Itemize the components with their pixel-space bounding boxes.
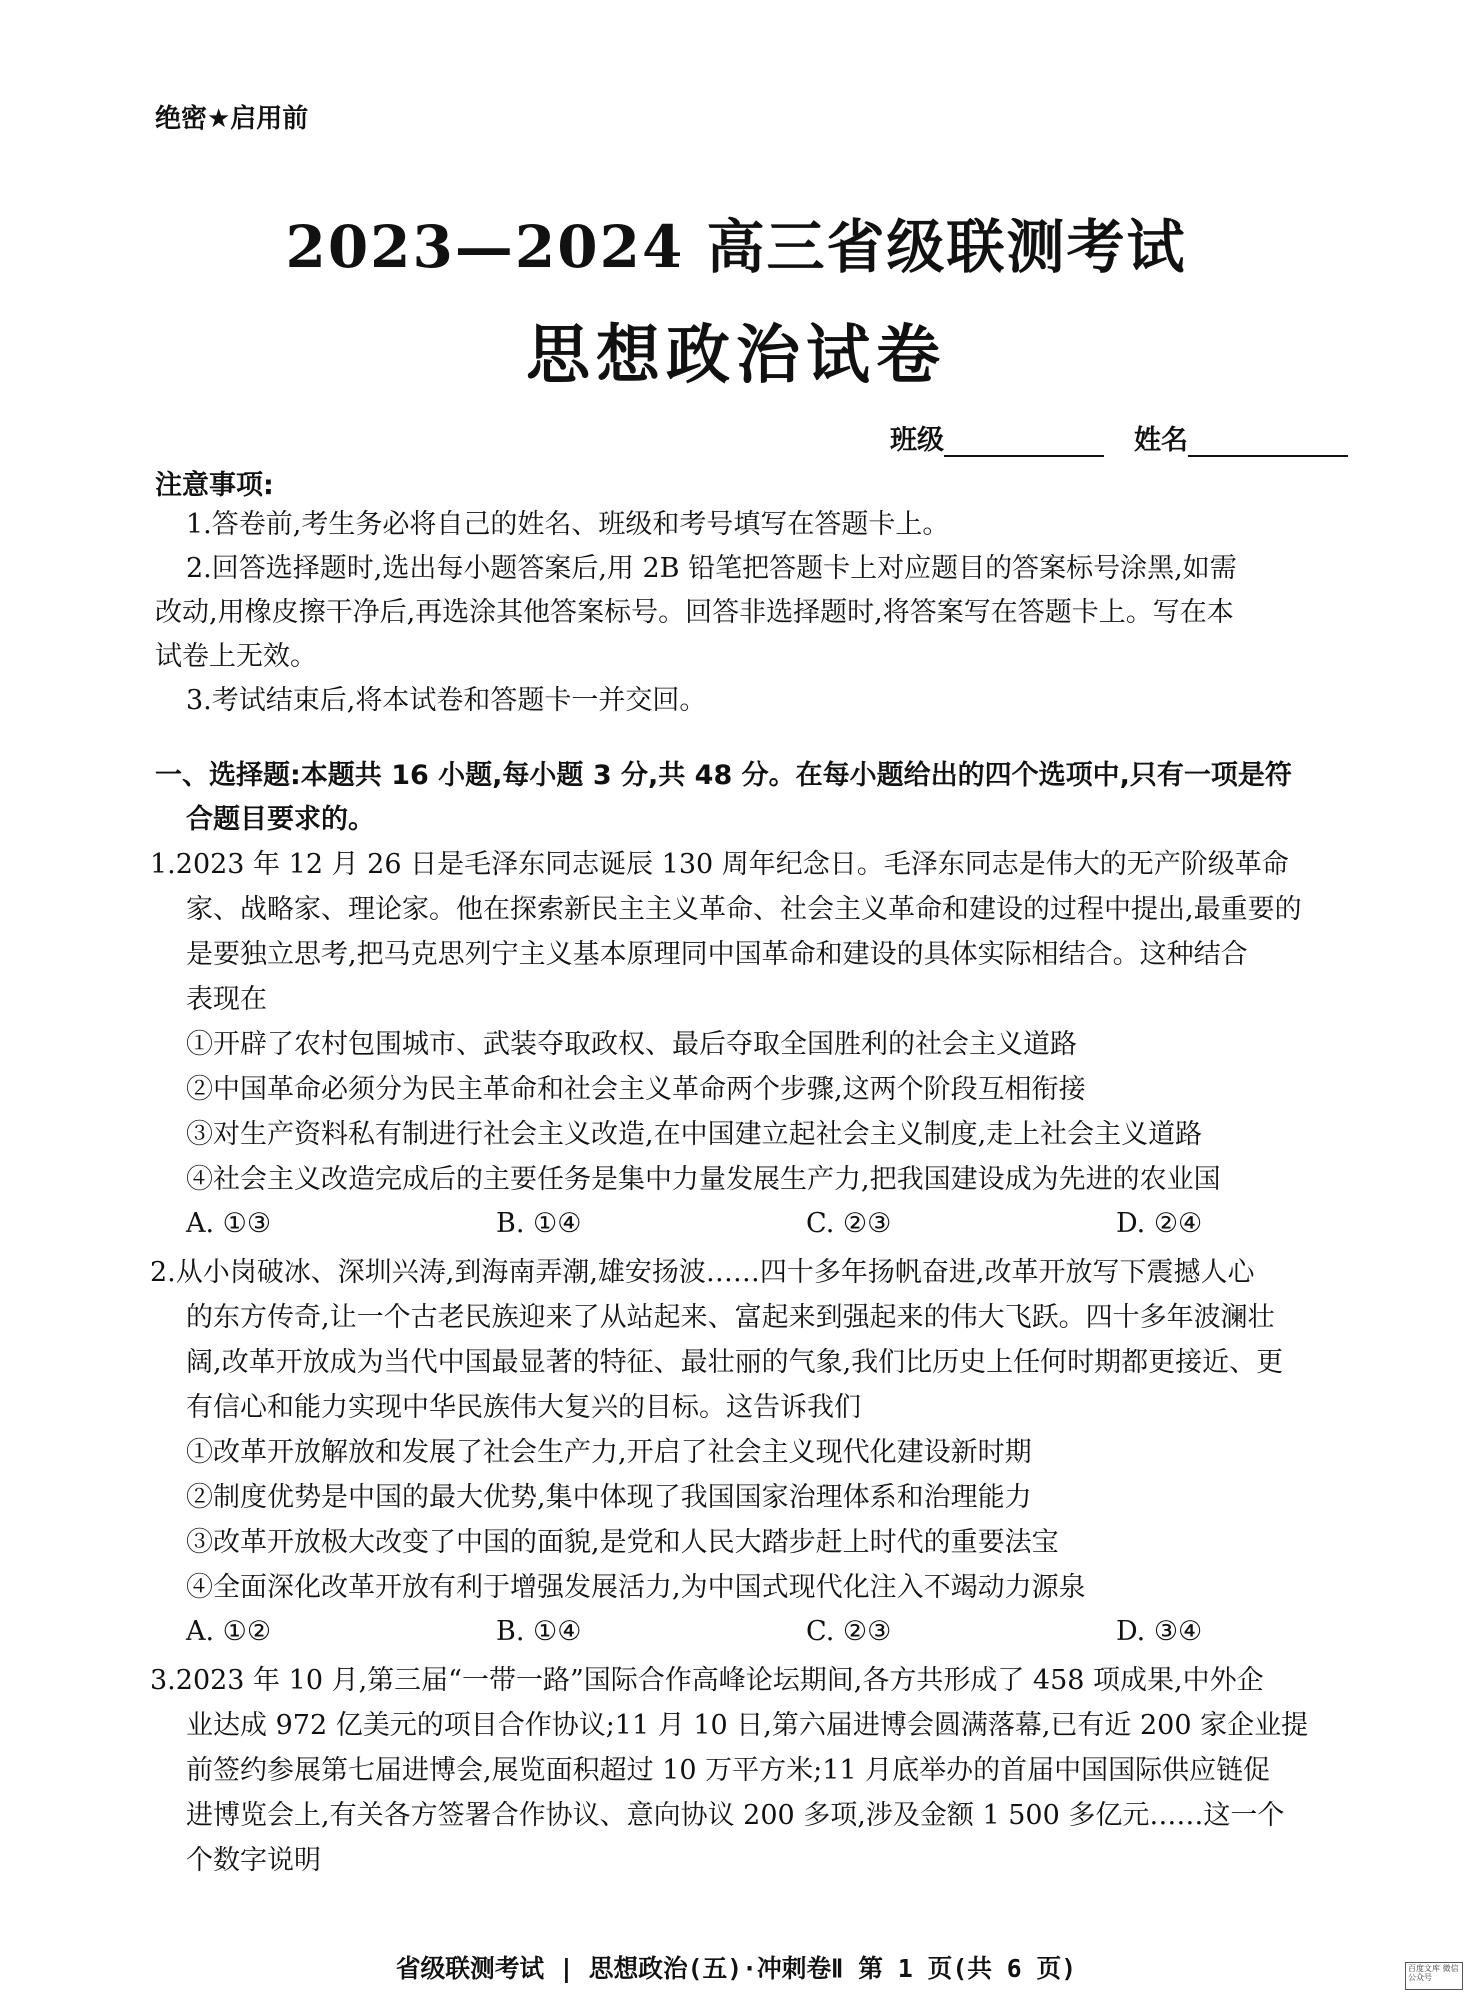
q3-stem-line: 3.2023 年 10 月,第三届“一带一路”国际合作高峰论坛期间,各方共形成了 458 项成果,中外企 — [150, 1665, 1264, 1696]
exam-title: 2023—2024 高三省级联测考试 — [285, 213, 1187, 281]
page-footer: 省级联测考试 | 思想政治(五)·冲刺卷Ⅱ 第 1 页(共 6 页) — [395, 1954, 1077, 1983]
q1-option-a[interactable]: A. ①③ — [186, 1208, 272, 1239]
notice-item-1: 1.答卷前,考生务必将自己的姓名、班级和考号填写在答题卡上。 — [186, 509, 950, 540]
name-label: 姓名 — [1134, 425, 1188, 456]
q1-stem-line: 表现在 — [186, 984, 267, 1015]
subject-title: 思想政治试卷 — [526, 319, 946, 393]
q1-statement: ④社会主义改造完成后的主要任务是集中力量发展生产力,把我国建设成为先进的农业国 — [186, 1164, 1221, 1195]
q1-stem-line: 家、战略家、理论家。他在探索新民主主义革命、社会主义革命和建设的过程中提出,最重要的 — [186, 894, 1302, 925]
q3-stem-line: 前签约参展第七届进博会,展览面积超过 10 万平方米;11 月底举办的首届中国国际供应链促 — [186, 1755, 1271, 1786]
q1-statement: ③对生产资料私有制进行社会主义改造,在中国建立起社会主义制度,走上社会主义道路 — [186, 1119, 1203, 1150]
q1-stem-line: 是要独立思考,把马克思列宁主义基本原理同中国革命和建设的具体实际相结合。这种结合 — [186, 939, 1248, 970]
q2-statement: ②制度优势是中国的最大优势,集中体现了我国国家治理体系和治理能力 — [186, 1482, 1032, 1513]
q2-statement: ③改革开放极大改变了中国的面貌,是党和人民大踏步赶上时代的重要法宝 — [186, 1527, 1059, 1558]
notice-item-2-line-2: 改动,用橡皮擦干净后,再选涂其他答案标号。回答非选择题时,将答案写在答题卡上。写在本 — [155, 597, 1234, 628]
q2-stem-line: 2.从小岗破冰、深圳兴涛,到海南弄潮,雄安扬波……四十多年扬帆奋进,改革开放写下震撼人心 — [150, 1257, 1255, 1288]
q2-stem-line: 的东方传奇,让一个古老民族迎来了从站起来、富起来到强起来的伟大飞跃。四十多年波澜壮 — [186, 1302, 1275, 1333]
watermark-stamp: 百度文库 微信公众号 — [1405, 1962, 1463, 1990]
q1-option-d[interactable]: D. ②④ — [1116, 1208, 1203, 1239]
q2-option-b[interactable]: B. ①④ — [496, 1616, 582, 1647]
q1-option-c[interactable]: C. ②③ — [806, 1208, 892, 1239]
notice-item-2-line-3: 试卷上无效。 — [155, 641, 317, 672]
q2-option-d[interactable]: D. ③④ — [1116, 1616, 1203, 1647]
class-label: 班级 — [890, 425, 944, 456]
q3-stem-line: 进博览会上,有关各方签署合作协议、意向协议 200 多项,涉及金额 1 500 多亿元……这一个 — [186, 1800, 1285, 1831]
notice-item-3: 3.考试结束后,将本试卷和答题卡一并交回。 — [186, 685, 707, 716]
q3-stem-line: 业达成 972 亿美元的项目合作协议;11 月 10 日,第六届进博会圆满落幕,已有近 200 家企业提 — [186, 1710, 1309, 1741]
name-blank[interactable] — [1188, 429, 1348, 457]
secret-mark: 绝密★启用前 — [155, 104, 309, 134]
q2-statement: ①改革开放解放和发展了社会生产力,开启了社会主义现代化建设新时期 — [186, 1437, 1032, 1468]
student-info-row — [890, 418, 1348, 457]
q1-option-b[interactable]: B. ①④ — [496, 1208, 582, 1239]
class-blank[interactable] — [944, 429, 1104, 457]
q1-statement: ②中国革命必须分为民主革命和社会主义革命两个步骤,这两个阶段互相衔接 — [186, 1074, 1086, 1105]
q1-stem-line: 1.2023 年 12 月 26 日是毛泽东同志诞辰 130 周年纪念日。毛泽东同志是伟大的无产阶级革命 — [150, 849, 1289, 880]
q2-option-a[interactable]: A. ①② — [186, 1616, 272, 1647]
section-instructions-line-1: 一、选择题:本题共 16 小题,每小题 3 分,共 48 分。在每小题给出的四个选项中,只有一项是符 — [155, 760, 1292, 791]
q2-option-c[interactable]: C. ②③ — [806, 1616, 892, 1647]
q2-stem-line: 阔,改革开放成为当代中国最显著的特征、最壮丽的气象,我们比历史上任何时期都更接近、更 — [186, 1347, 1284, 1378]
q2-statement: ④全面深化改革开放有利于增强发展活力,为中国式现代化注入不竭动力源泉 — [186, 1572, 1086, 1603]
q3-stem-line: 个数字说明 — [186, 1845, 321, 1876]
section-instructions-line-2: 合题目要求的。 — [186, 804, 375, 835]
q2-stem-line: 有信心和能力实现中华民族伟大复兴的目标。这告诉我们 — [186, 1392, 861, 1423]
notice-item-2-line-1: 2.回答选择题时,选出每小题答案后,用 2B 铅笔把答题卡上对应题目的答案标号涂黑,如需 — [186, 553, 1237, 584]
notice-heading: 注意事项: — [155, 470, 274, 501]
q1-statement: ①开辟了农村包围城市、武装夺取政权、最后夺取全国胜利的社会主义道路 — [186, 1029, 1077, 1060]
